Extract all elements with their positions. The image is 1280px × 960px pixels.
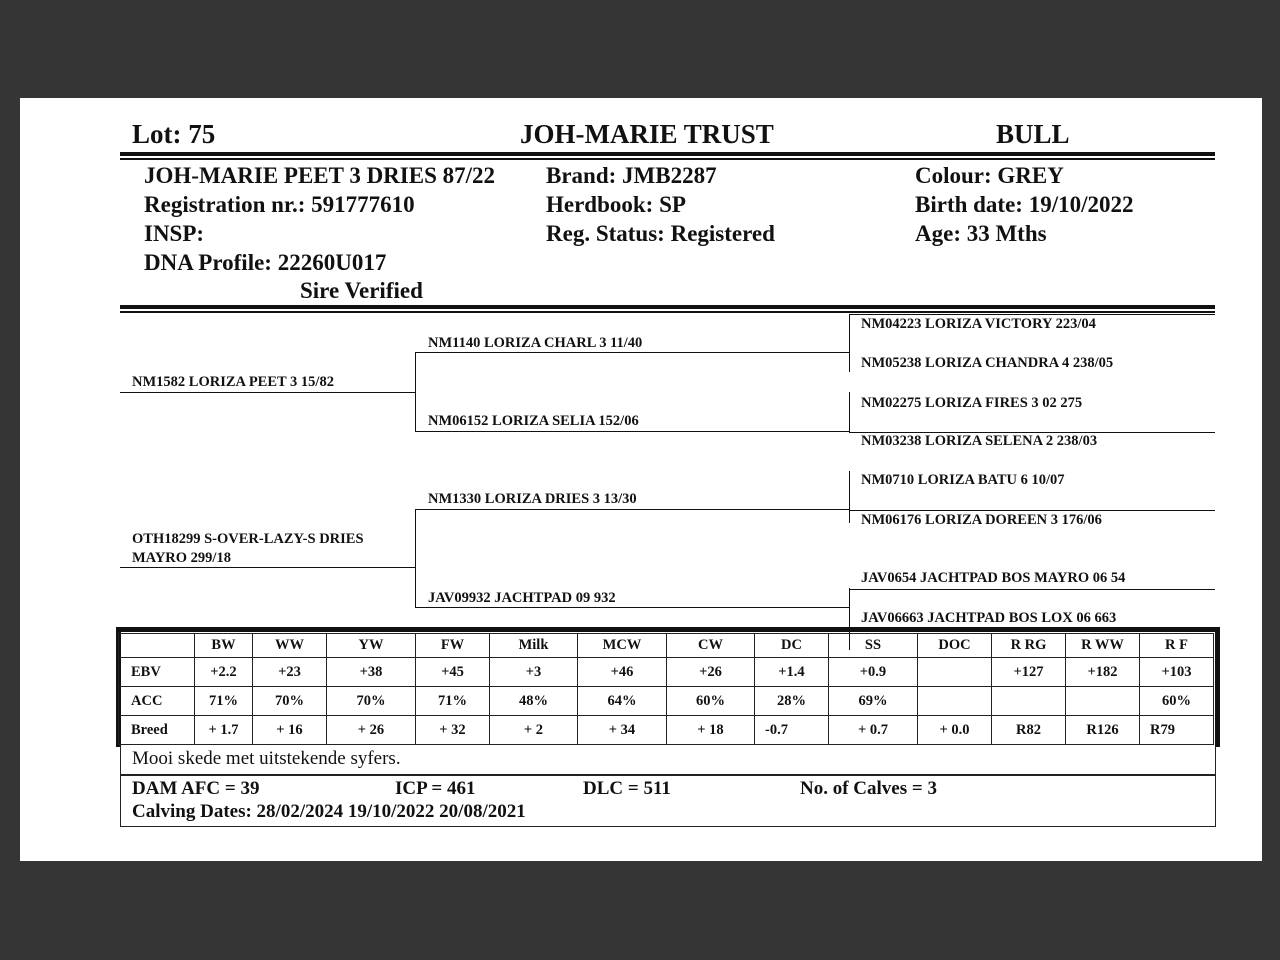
pedigree-line [415,352,416,432]
sire-dam-dam: NM03238 LORIZA SELENA 2 238/03 [861,433,1098,449]
row-label: ACC [119,687,195,716]
column-header: DC [755,634,829,658]
column-header: R F [1140,634,1214,658]
sire-dam-sire: NM02275 LORIZA FIRES 3 02 275 [861,395,1083,411]
info-rule-thick [120,305,1215,309]
table-cell: +23 [253,658,327,687]
pedigree-line [415,431,849,432]
table-cell: +103 [1140,658,1214,687]
column-header: BW [195,634,253,658]
ebv-header-row [119,634,1214,658]
table-cell: + 2 [490,716,578,745]
table-cell: + 34 [578,716,667,745]
sire-sire-sire: NM04223 LORIZA VICTORY 223/04 [861,316,1096,332]
dam-sire-dam: NM06176 LORIZA DOREEN 3 176/06 [861,512,1102,528]
table-cell: 70% [327,687,416,716]
catalogue-sheet [20,98,1262,861]
row-label: Breed [119,716,195,745]
header-rule-thick [120,152,1215,156]
animal-type: BULL [996,119,1070,149]
pedigree-line [120,392,415,393]
table-row [119,716,1214,745]
table-cell [918,658,992,687]
dna-profile: DNA Profile: 22260U017 [144,250,387,275]
table-cell: R126 [1066,716,1140,745]
table-cell: + 16 [253,716,327,745]
sire-sire: NM1140 LORIZA CHARL 3 11/40 [428,335,643,351]
comment-text: Mooi skede met uitstekende syfers. [132,748,401,769]
column-header: FW [416,634,490,658]
table-cell: 28% [755,687,829,716]
number-of-calves: No. of Calves = 3 [800,778,937,799]
table-cell: 70% [253,687,327,716]
dam-line-1: OTH18299 S-OVER-LAZY-S DRIES [132,531,364,547]
table-cell: + 32 [416,716,490,745]
dam-sire: NM1330 LORIZA DRIES 3 13/30 [428,491,637,507]
header-rule-thin [120,158,1215,160]
lot-number: Lot: 75 [132,119,216,149]
dlc: DLC = 511 [583,778,671,799]
column-header: CW [667,634,755,658]
column-header: Milk [490,634,578,658]
table-cell: + 0.7 [829,716,918,745]
pedigree-line [120,567,415,568]
column-header: MCW [578,634,667,658]
animal-name: JOH-MARIE PEET 3 DRIES 87/22 [144,163,496,188]
table-cell: +182 [1066,658,1140,687]
table-row [119,687,1214,716]
table-right-rule [1215,627,1220,747]
pedigree-line [849,392,850,432]
brand: Brand: JMB2287 [546,163,717,188]
herdbook: Herdbook: SP [546,192,686,217]
sire-verified: Sire Verified [300,278,423,303]
table-cell: R82 [992,716,1066,745]
table-cell: +45 [416,658,490,687]
table-cell: 60% [667,687,755,716]
dam-afc: DAM AFC = 39 [132,778,260,799]
column-header: YW [327,634,416,658]
table-cell: + 26 [327,716,416,745]
pedigree-line [415,607,849,608]
table-cell: + 18 [667,716,755,745]
calving-dates: Calving Dates: 28/02/2024 19/10/2022 20/08/2021 [132,801,526,822]
info-rule-thin [120,311,1215,313]
column-header: R RG [992,634,1066,658]
table-top-rule [116,627,1220,632]
table-cell: +26 [667,658,755,687]
ebv-table [118,633,1214,745]
registration-number: Registration nr.: 591777610 [144,192,415,217]
table-cell: R79 [1140,716,1214,745]
column-header: SS [829,634,918,658]
table-cell: +46 [578,658,667,687]
comment-box [120,746,1216,775]
birth-date: Birth date: 19/10/2022 [915,192,1134,217]
dam-dam-dam: JAV06663 JACHTPAD BOS LOX 06 663 [861,610,1117,626]
age: Age: 33 Mths [915,221,1047,246]
table-cell: -0.7 [755,716,829,745]
table-row [119,658,1214,687]
table-cell: 48% [490,687,578,716]
table-cell: +2.2 [195,658,253,687]
dam-sire-sire: NM0710 LORIZA BATU 6 10/07 [861,472,1065,488]
table-cell: + 1.7 [195,716,253,745]
table-cell: +3 [490,658,578,687]
sire-dam: NM06152 LORIZA SELIA 152/06 [428,413,639,429]
sire: NM1582 LORIZA PEET 3 15/82 [132,374,334,390]
dam-dam-sire: JAV0654 JACHTPAD BOS MAYRO 06 54 [861,570,1126,586]
insp-label: INSP: [144,221,205,246]
pedigree-line [849,589,1215,590]
pedigree-line [849,510,1215,511]
colour: Colour: GREY [915,163,1064,188]
table-cell: 71% [416,687,490,716]
seller-name: JOH-MARIE TRUST [520,119,774,149]
pedigree-line [415,352,849,353]
dam-line-2: MAYRO 299/18 [132,550,231,566]
table-cell: 64% [578,687,667,716]
pedigree-line [849,314,1215,315]
table-cell: +38 [327,658,416,687]
table-cell: +127 [992,658,1066,687]
dam-summary-box [120,775,1216,827]
table-cell: 71% [195,687,253,716]
registration-status: Reg. Status: Registered [546,221,775,246]
table-cell [992,687,1066,716]
column-header: DOC [918,634,992,658]
table-cell: +0.9 [829,658,918,687]
row-label: EBV [119,658,195,687]
dam-dam: JAV09932 JACHTPAD 09 932 [428,590,616,606]
table-cell: + 0.0 [918,716,992,745]
icp: ICP = 461 [395,778,476,799]
table-cell [1066,687,1140,716]
pedigree-line [849,314,850,372]
table-cell: +1.4 [755,658,829,687]
table-cell: 69% [829,687,918,716]
column-header: R WW [1066,634,1140,658]
column-header [119,634,195,658]
pedigree-line [415,509,849,510]
sire-sire-dam: NM05238 LORIZA CHANDRA 4 238/05 [861,355,1114,371]
pedigree-line [849,471,850,523]
column-header: WW [253,634,327,658]
table-cell: 60% [1140,687,1214,716]
table-cell [918,687,992,716]
pedigree-line [415,509,416,608]
